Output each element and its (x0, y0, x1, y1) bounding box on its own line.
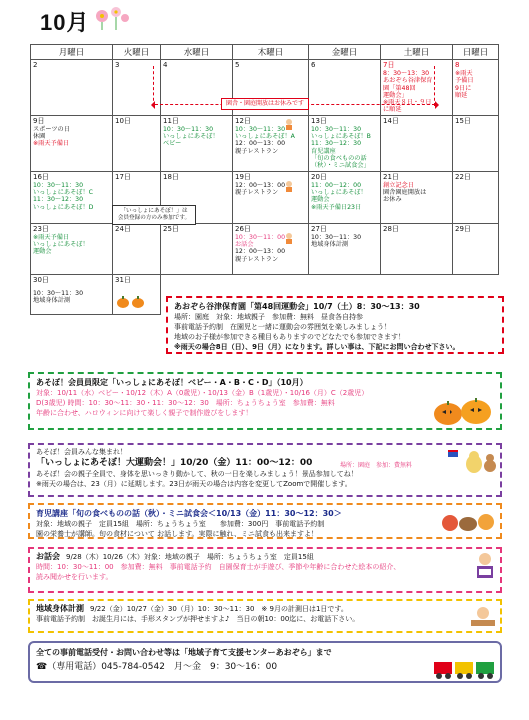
event-text: 10：30～11：30 (33, 289, 84, 297)
event-text: 休園 (33, 133, 46, 141)
day-number: 2 (33, 61, 38, 69)
day-number: 7日 (383, 61, 395, 69)
sports-day-line: ※雨天の場合8日（日）、9日（月）になります。詳しい事は、下記にお問い合わせ下さい。 (174, 343, 460, 351)
child-icon (283, 118, 295, 130)
event-text: 創立記念日 (383, 181, 414, 189)
event-text: 11：30～12：30 (311, 140, 362, 148)
member-activity-box (28, 372, 502, 430)
day-number: 16日 (33, 172, 49, 181)
day-number: 25日 (163, 224, 179, 233)
day-number: 28日 (383, 224, 399, 233)
event-text: 10：30～11：30 (235, 125, 286, 133)
day-cell (113, 115, 161, 171)
day-number: 20日 (311, 172, 327, 181)
big-event-intro: あそぼ！会員みんな集まれ！ (36, 448, 127, 456)
animals-icon (446, 446, 498, 476)
day-number: 27日 (311, 224, 327, 233)
day-number: 22日 (455, 172, 471, 181)
day-cell (309, 223, 381, 274)
story-time-line: 時間：10：30～11：00 参加費：無料 事前電話予約 自園保育士が手遊び、季節や年齢に合わせた絵本の紹介、 (36, 563, 401, 571)
event-text: 園「第48回 (383, 84, 416, 92)
story-time-line: 読み聞かせを行います。 (36, 573, 113, 581)
member-activity-line: 年齢に合わせ、ハロウィンに向けて楽しく親子で制作遊びをします！ (36, 409, 253, 417)
member-activity-line: 対象：10/11（水）ベビー・10/12（木）A（0歳児）・10/13（金）B（1歳児）・10/16（月）C（2歳児） (36, 389, 369, 397)
food-lecture-line: 対象：地域の親子 定員15組 場所：ちょうちょう室 参加費：300円 事前電話予約制 (36, 520, 325, 528)
event-text: 10：30～11：30 (311, 233, 362, 241)
calendar-week (31, 115, 499, 171)
event-text: お話会 (235, 241, 254, 249)
event-text: 地域身体計測 (33, 297, 71, 305)
event-text: 12：00～13：00 (235, 248, 286, 256)
closure-range-right (434, 66, 436, 106)
event-text: 園舎園庭開放は (383, 189, 427, 197)
event-text: いっしょにあそぼ！ (311, 189, 367, 197)
event-text: 予備日 (455, 77, 474, 85)
day-number: 23日 (33, 224, 49, 233)
day-number: 24日 (115, 224, 131, 233)
day-cell (381, 60, 453, 116)
event-text: （秋）・ミニ試食会」 (311, 162, 370, 170)
event-text: 親子レストラン (235, 255, 279, 263)
day-number: 31日 (115, 275, 131, 284)
food-icon (440, 508, 498, 534)
note-line: 会員登録の方のみ参加です。 (117, 215, 191, 221)
day-number: 29日 (455, 224, 471, 233)
weekday-tue: 火曜日 (113, 45, 161, 60)
day-cell (233, 171, 309, 223)
event-text: いっしょにあそぼ！ (33, 241, 89, 249)
day-cell (381, 171, 453, 223)
day-cell (31, 274, 113, 314)
event-text: あおぞら谷津保育 (383, 77, 433, 85)
day-number: 5 (235, 61, 240, 69)
day-cell (233, 223, 309, 274)
day-cell (161, 115, 233, 171)
weekday-thu: 木曜日 (233, 45, 309, 60)
event-text: 11：30～12：30 (33, 196, 84, 204)
member-activity-line: D(3歳児) 時間：10：30～11：30・11：30～12：30 場所：ちょうちょう室 参加費：無料 (36, 399, 335, 407)
food-lecture-line: 園の栄養士が講師。旬の食材について お話します。実際に触れ、ミニ試食も出来ますよ！ (36, 530, 318, 538)
day-number: 8 (455, 61, 460, 69)
day-number: 3 (115, 61, 120, 69)
day-cell (31, 60, 113, 116)
day-cell (233, 115, 309, 171)
day-cell (381, 115, 453, 171)
weekday-wed: 水曜日 (161, 45, 233, 60)
body-measurement-box (28, 599, 502, 633)
weekday-mon: 月曜日 (31, 45, 113, 60)
child-icon (283, 232, 295, 244)
day-number: 6 (311, 61, 316, 69)
day-cell (453, 60, 499, 116)
event-text: 運動会」 (383, 91, 408, 99)
calendar-week (31, 171, 499, 223)
reading-child-icon (470, 550, 500, 580)
train-icon (432, 654, 498, 680)
contact-box (28, 641, 502, 683)
day-cell (453, 223, 499, 274)
weekday-sun: 日曜日 (453, 45, 499, 60)
contact-line: 全ての事前電話受付・お問い合わせ等は「地域子育て支援センターあおぞら」まで (36, 648, 332, 657)
event-text: いっしょにあそぼ！B (311, 133, 371, 141)
day-cell (113, 223, 161, 274)
event-text: 順延 (455, 91, 468, 99)
baby-scale-icon (468, 604, 498, 628)
event-text: 育児講座 (311, 147, 336, 155)
event-text: 10：30～11：30 (163, 125, 214, 133)
day-number: 17日 (115, 172, 131, 181)
member-activity-title: あそぼ！会員員限定「いっしょにあそぼ！ベビー・A・B・C・D」（10月） (36, 378, 308, 387)
event-text: 「旬の食べものの話 (311, 154, 367, 162)
day-number: 9日 (33, 116, 45, 125)
day-number: 12日 (235, 116, 251, 125)
member-note (112, 205, 196, 225)
sports-day-title: あおぞら谷津保育園「第48回運動会」10/7（土）8：30～13：30 (174, 302, 420, 311)
event-text: 運動会 (33, 248, 52, 256)
big-event-title: 「いっしょにあそぼ！大運動会！」10/20（金）11：00～12：00 (36, 458, 313, 468)
event-text: 8：30～13：30 (383, 70, 430, 77)
day-number: 11日 (163, 116, 179, 125)
event-text: ※雨天 (455, 70, 473, 77)
calendar-grid (30, 44, 499, 315)
story-time-box (28, 547, 502, 593)
day-number: 18日 (163, 172, 179, 181)
event-text: ※雨天８日・９日 (383, 99, 432, 107)
day-cell (453, 115, 499, 171)
day-number: 21日 (383, 172, 399, 181)
day-number: 30日 (33, 275, 49, 284)
event-text: いっしょにあそぼ！C (33, 189, 94, 197)
day-cell (31, 171, 113, 223)
flower-icon (92, 4, 132, 30)
food-lecture-title: 育児講座「旬の食べものの話（秋）・ミニ試食会＜10/13（金）11：30～12：30＞ (36, 509, 342, 518)
event-text: お休み (383, 196, 402, 204)
event-text: 11：00～12：00 (311, 181, 362, 189)
day-cell (309, 115, 381, 171)
day-cell (31, 115, 113, 171)
weekday-sat: 土曜日 (381, 45, 453, 60)
sports-day-line: 事前電話予約制 在園児と一緒に運動会の雰囲気を楽しみましょう！ (174, 323, 391, 331)
event-text: 親子レストラン (235, 147, 279, 155)
weekday-fri: 金曜日 (309, 45, 381, 60)
sports-day-line: 地域のお子様が参加できる種目もありますのでどなたでも参加できます！ (174, 333, 405, 341)
big-event-venue: 場所：園庭 参加：費無料 (340, 462, 413, 469)
big-event-line: あそぼ！会の親子全員で、身体を思いっきり動かして、秋の一日を楽しみましょう！景品参加してね！ (36, 470, 358, 478)
event-text: 親子レストラン (235, 189, 279, 197)
food-lecture-box (28, 503, 502, 539)
story-time-line: 9/28（木）10/26（木）対象：地域の親子 場所：ちょうちょう室 定員15組 (66, 553, 314, 561)
event-text: スポーツの日 (33, 125, 70, 133)
event-text: いっしょにあそぼ！ (163, 133, 219, 141)
day-cell (113, 274, 161, 314)
day-number: 14日 (383, 116, 399, 125)
event-text: いっしょにあそぼ！D (33, 203, 94, 211)
month-title: 10月 (40, 10, 90, 35)
day-cell (309, 60, 381, 116)
event-text: ※雨天予備日23日 (311, 203, 362, 211)
story-time-title: お話会 (36, 552, 60, 561)
event-text: 12：00～13：00 (235, 181, 286, 189)
weekday-header (31, 45, 499, 60)
closure-label: 園舎・園庭開放はお休みです (221, 98, 309, 110)
event-text: に順延 (383, 106, 402, 114)
day-number: 10日 (115, 116, 131, 125)
pumpkin-icon (116, 296, 146, 308)
day-number: 19日 (235, 172, 251, 181)
event-text: ※雨天予備日 (33, 233, 70, 241)
note-line: 「いっしょにあそぼ！」は (120, 208, 188, 214)
event-text: ベビー (163, 140, 182, 148)
calendar-week (31, 223, 499, 274)
day-cell (381, 223, 453, 274)
event-text: 10：30～11：00 (235, 233, 286, 241)
day-cell (161, 223, 233, 274)
child-icon (283, 180, 295, 192)
body-measurement-title: 地域身体計測 (36, 604, 84, 613)
big-event-box (28, 443, 502, 497)
body-measurement-line: 事前電話予約制 お誕生月には、手形スタンプが押せますよ♪ 当日の朝10：00迄に、お電話下さい。 (36, 615, 360, 623)
event-text: いっしょにあそぼ！A (235, 133, 295, 141)
event-text: 9日に (455, 84, 472, 92)
body-measurement-line: 9/22（金）10/27（金）30（月）10：30～11：30 ※ 9月の計測日は1日です。 (90, 605, 348, 613)
event-text: ※雨天予備日 (33, 140, 70, 148)
closure-range-left (153, 66, 155, 106)
sports-day-line: 場所：園庭 対象：地域親子 参加費：無料 昼食各自持参 (174, 313, 363, 321)
event-text: 地域身体計測 (311, 241, 349, 249)
sports-day-box (166, 296, 504, 354)
event-text: 10：30～11：30 (311, 125, 362, 133)
day-number: 15日 (455, 116, 471, 125)
day-cell (309, 171, 381, 223)
event-text: 運動会 (311, 196, 330, 204)
event-text: 12：00～13：00 (235, 140, 286, 148)
day-number: 4 (163, 61, 168, 69)
day-number: 26日 (235, 224, 251, 233)
halloween-pumpkins-icon (432, 392, 494, 426)
day-number: 13日 (311, 116, 327, 125)
day-cell (31, 223, 113, 274)
contact-phone: ☎（専用電話）045-784-0542 月～金 9：30～16：00 (36, 662, 278, 672)
event-text: 10：30～11：30 (33, 181, 84, 189)
day-cell (453, 171, 499, 223)
big-event-line: ※雨天の場合は、23（月）に延期します。23日が雨天の場合は内容を変更してZoomで開催します。 (36, 480, 352, 488)
